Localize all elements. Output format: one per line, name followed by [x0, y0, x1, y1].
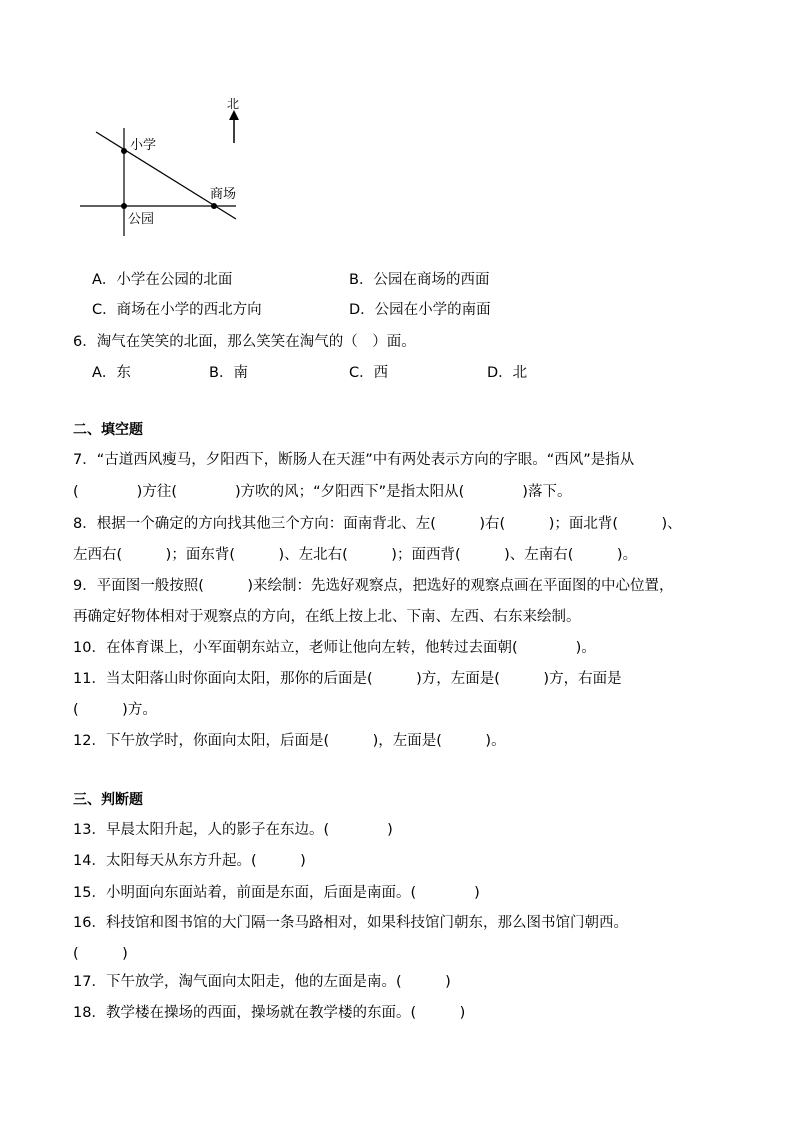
q5-option-a[interactable]: A．小学在公园的北面 — [92, 272, 233, 288]
section-title-true-false: 三、判断题 — [73, 792, 143, 808]
q6-stem: 6．淘气在笑笑的北面，那么笑笑在淘气的（ ）面。 — [73, 334, 416, 350]
question-line: 左西右( )；面东背( )、左北右( )；面西背( )、左南右( )。 — [73, 547, 638, 563]
park-label: 公园 — [128, 212, 155, 227]
q5-option-d[interactable]: D．公园在小学的南面 — [349, 302, 491, 318]
question-line: 18．教学楼在操场的西面，操场就在教学楼的东面。( ) — [73, 1005, 466, 1021]
mall-label: 商场 — [210, 187, 237, 202]
q6-option-c[interactable]: C．西 — [349, 365, 389, 381]
q6-option-d[interactable]: D．北 — [487, 365, 528, 381]
question-line: ( )方。 — [73, 702, 157, 718]
q5-option-c[interactable]: C．商场在小学的西北方向 — [92, 302, 262, 318]
question-line: 10．在体育课上，小军面朝东站立，老师让他向左转，他转过去面朝( )。 — [73, 640, 596, 656]
section-title-fill-blank: 二、填空题 — [73, 422, 143, 438]
mall-point — [211, 203, 217, 209]
question-line: 12．下午放学时，你面向太阳，后面是( )，左面是( )。 — [73, 733, 506, 749]
question-line: 再确定好物体相对于观察点的方向，在纸上按上北、下南、左西、右东来绘制。 — [73, 609, 581, 625]
question-line: ( ) — [73, 946, 128, 962]
q6-option-a[interactable]: A．东 — [92, 365, 131, 381]
north-arrow-icon — [229, 110, 239, 143]
q6-option-b[interactable]: B．南 — [209, 365, 248, 381]
question-line: ( )方往( )方吹的风；“夕阳西下”是指太阳从( )落下。 — [73, 484, 572, 500]
school-point — [121, 148, 127, 154]
question-line: 14．太阳每天从东方升起。( ) — [73, 853, 306, 869]
question-line: 17．下午放学，淘气面向太阳走，他的左面是南。( ) — [73, 974, 451, 990]
q5-option-b[interactable]: B．公园在商场的西面 — [349, 272, 490, 288]
question-line: 8．根据一个确定的方向找其他三个方向：面南背北、左( )右( )；面北背( )、 — [73, 516, 682, 532]
question-line: 15．小明面向东面站着，前面是东面，后面是南面。( ) — [73, 885, 480, 901]
question-line: 7．“古道西风瘦马，夕阳西下，断肠人在天涯”中有两处表示方向的字眼。“西风”是指从 — [73, 452, 635, 468]
question-line: 9．平面图一般按照( )来绘制：先选好观察点，把选好的观察点画在平面图的中心位置， — [73, 578, 674, 594]
question-line: 16．科技馆和图书馆的大门隔一条马路相对，如果科技馆门朝东，那么图书馆门朝西。 — [73, 915, 628, 931]
question-line: 13．早晨太阳升起，人的影子在东边。( ) — [73, 822, 393, 838]
direction-diagram — [0, 90, 794, 330]
north-label: 北 — [227, 97, 240, 111]
question-line: 11．当太阳落山时你面向太阳，那你的后面是( )方，左面是( )方，右面是 — [73, 671, 622, 687]
park-point — [121, 203, 127, 209]
school-label: 小学 — [130, 138, 157, 153]
